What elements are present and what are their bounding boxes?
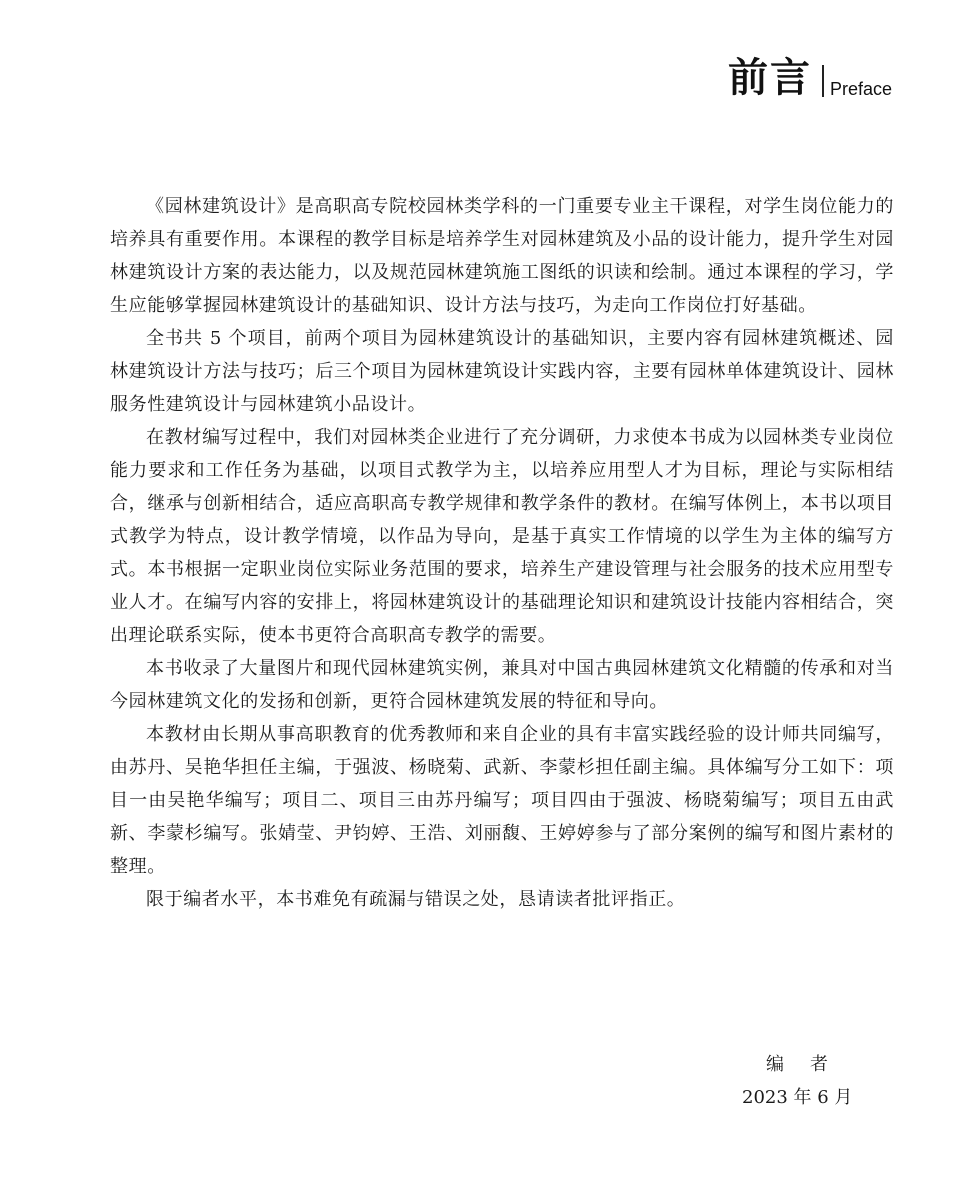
title-divider <box>822 65 824 97</box>
paragraph: 限于编者水平，本书难免有疏漏与错误之处，恳请读者批评指正。 <box>146 889 686 910</box>
paragraph: 本书收录了大量图片和现代园林建筑实例，兼具对中国古典园林建筑文化精髓的传承和对当今园林建筑文化的发扬和创新，更符合园林建筑发展的特征和导向。 <box>110 658 894 712</box>
paragraph: 全书共 5 个项目，前两个项目为园林建筑设计的基础知识，主要内容有园林建筑概述、园林建筑设计方法与技巧；后三个项目为园林建筑设计实践内容，主要有园林单体建筑设计、园林服务性建筑设计与园林建筑小品设计。 <box>110 328 894 415</box>
paragraph: 在教材编写过程中，我们对园林类企业进行了充分调研，力求使本书成为以园林类专业岗位能力要求和工作任务为基础，以项目式教学为主，以培养应用型人才为目标，理论与实际相结合，继承与创新相结合，适应高职高专教学规律和教学条件的教材。在编写体例上，本书以项目式教学为特点，设计教学情境，以作品为导向，是基于真实工作情境的以学生为主体的编写方式。本书根据一定职业岗位实际业务范围的要求，培养生产建设管理与社会服务的技术应用型专业人才。在编写内容的安排上，将园林建筑设计的基础理论知识和建筑设计技能内容相结合，突出理论联系实际，使本书更符合高职高专教学的需要。 <box>110 427 894 646</box>
paragraph: 《园林建筑设计》是高职高专院校园林类学科的一门重要专业主干课程，对学生岗位能力的培养具有重要作用。本课程的教学目标是培养学生对园林建筑及小品的设计能力，提升学生对园林建筑设计方案的表达能力，以及规范园林建筑施工图纸的识读和绘制。通过本课程的学习，学生应能够掌握园林建筑设计的基础知识、设计方法与技巧，为走向工作岗位打好基础。 <box>110 196 894 316</box>
page-title-english: Preface <box>829 79 892 99</box>
signature-author: 编者 <box>766 1054 854 1075</box>
paragraph: 本教材由长期从事高职教育的优秀教师和来自企业的具有丰富实践经验的设计师共同编写，由苏丹、吴艳华担任主编，于强波、杨晓菊、武新、李蒙杉担任副主编。具体编写分工如下：项目一由吴艳华编写；项目二、项目三由苏丹编写；项目四由于强波、杨晓菊编写；项目五由武新、李蒙杉编写。张婧莹、尹钧婷、王浩、刘丽馥、王婷婷参与了部分案例的编写和图片素材的整理。 <box>110 724 894 877</box>
page-title: 前言 <box>727 54 812 101</box>
preface-body <box>110 190 894 916</box>
signature-date: 2023 年 6 月 <box>742 1087 853 1108</box>
page-header <box>728 56 892 100</box>
